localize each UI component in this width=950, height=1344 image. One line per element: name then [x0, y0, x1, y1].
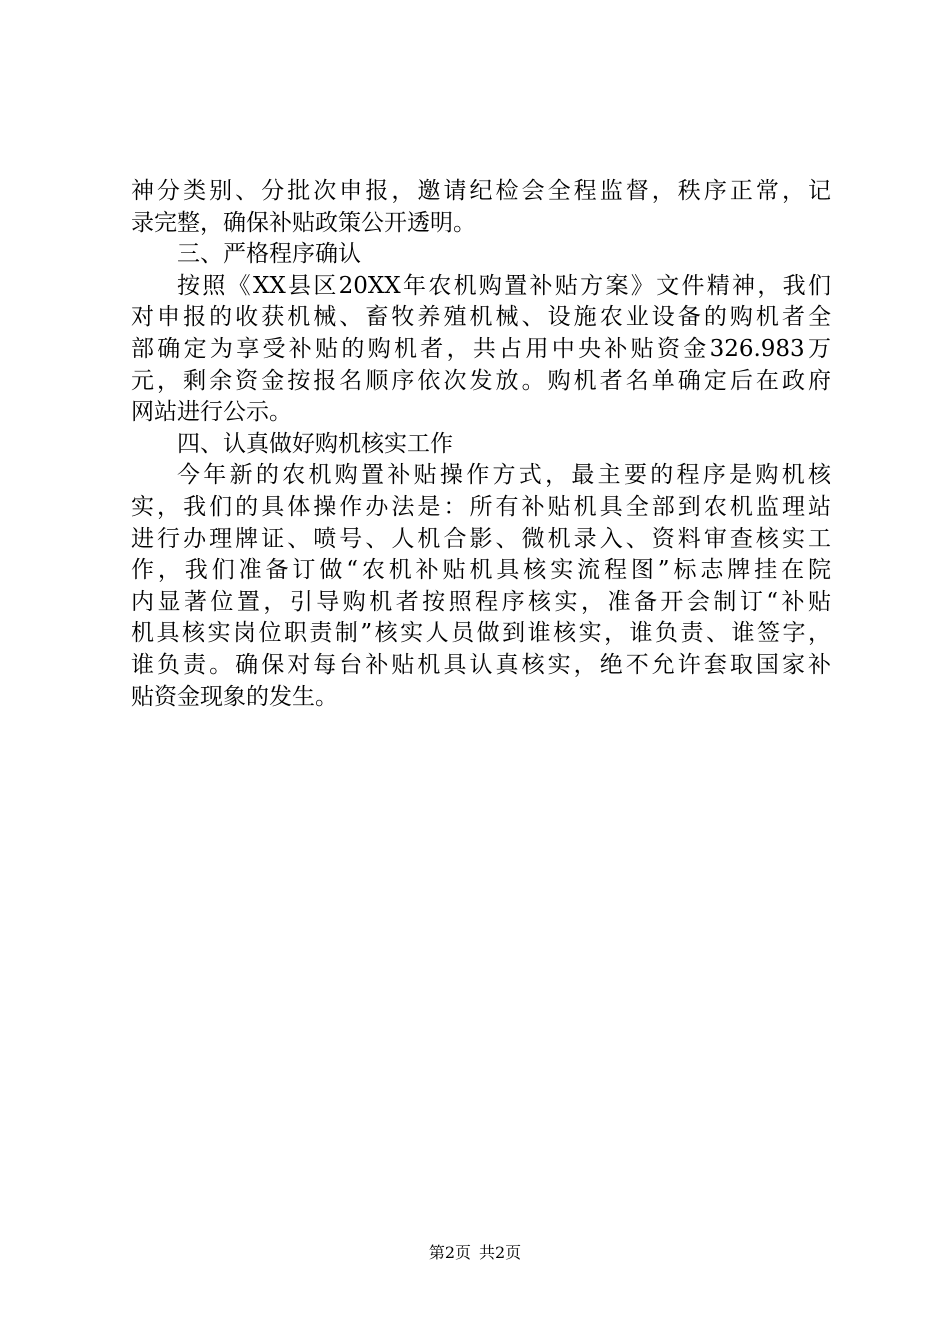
text-line: 机具核实岗位职责制”核实人员做到谁核实，谁负责、谁签字，: [131, 620, 831, 647]
document-body: [131, 176, 831, 713]
text-line: 实，我们的具体操作办法是：所有补贴机具全部到农机监理站: [131, 493, 831, 520]
text-line: 录完整，确保补贴政策公开透明。: [131, 209, 476, 236]
text-line: 进行办理牌证、喷号、人机合影、微机录入、资料审查核实工: [131, 525, 831, 552]
text-line: 按照《XX县区20XX年农机购置补贴方案》文件精神，我们: [177, 272, 831, 299]
page-number: 第2页: [428, 1243, 471, 1262]
text-line: 谁负责。确保对每台补贴机具认真核实，绝不允许套取国家补: [131, 651, 831, 678]
text-line: 部确定为享受补贴的购机者，共占用中央补贴资金326.983万: [131, 335, 831, 362]
text-line: 对申报的收获机械、畜牧养殖机械、设施农业设备的购机者全: [131, 304, 831, 331]
section-heading: 四、认真做好购机核实工作: [177, 430, 453, 457]
text-line: 今年新的农机购置补贴操作方式，最主要的程序是购机核: [177, 462, 831, 489]
page-footer: [0, 1243, 950, 1263]
text-line: 作，我们准备订做“农机补贴机具核实流程图”标志牌挂在院: [131, 557, 831, 584]
text-line: 网站进行公示。: [131, 399, 292, 426]
text-line: 内显著位置，引导购机者按照程序核实，准备开会制订“补贴: [131, 588, 831, 615]
section-heading: 三、严格程序确认: [177, 241, 361, 268]
text-line: 元，剩余资金按报名顺序依次发放。购机者名单确定后在政府: [131, 367, 831, 394]
text-line: 神分类别、分批次申报，邀请纪检会全程监督，秩序正常，记: [131, 178, 831, 204]
page-total: 共2页: [479, 1243, 522, 1262]
text-line: 贴资金现象的发生。: [131, 683, 338, 710]
